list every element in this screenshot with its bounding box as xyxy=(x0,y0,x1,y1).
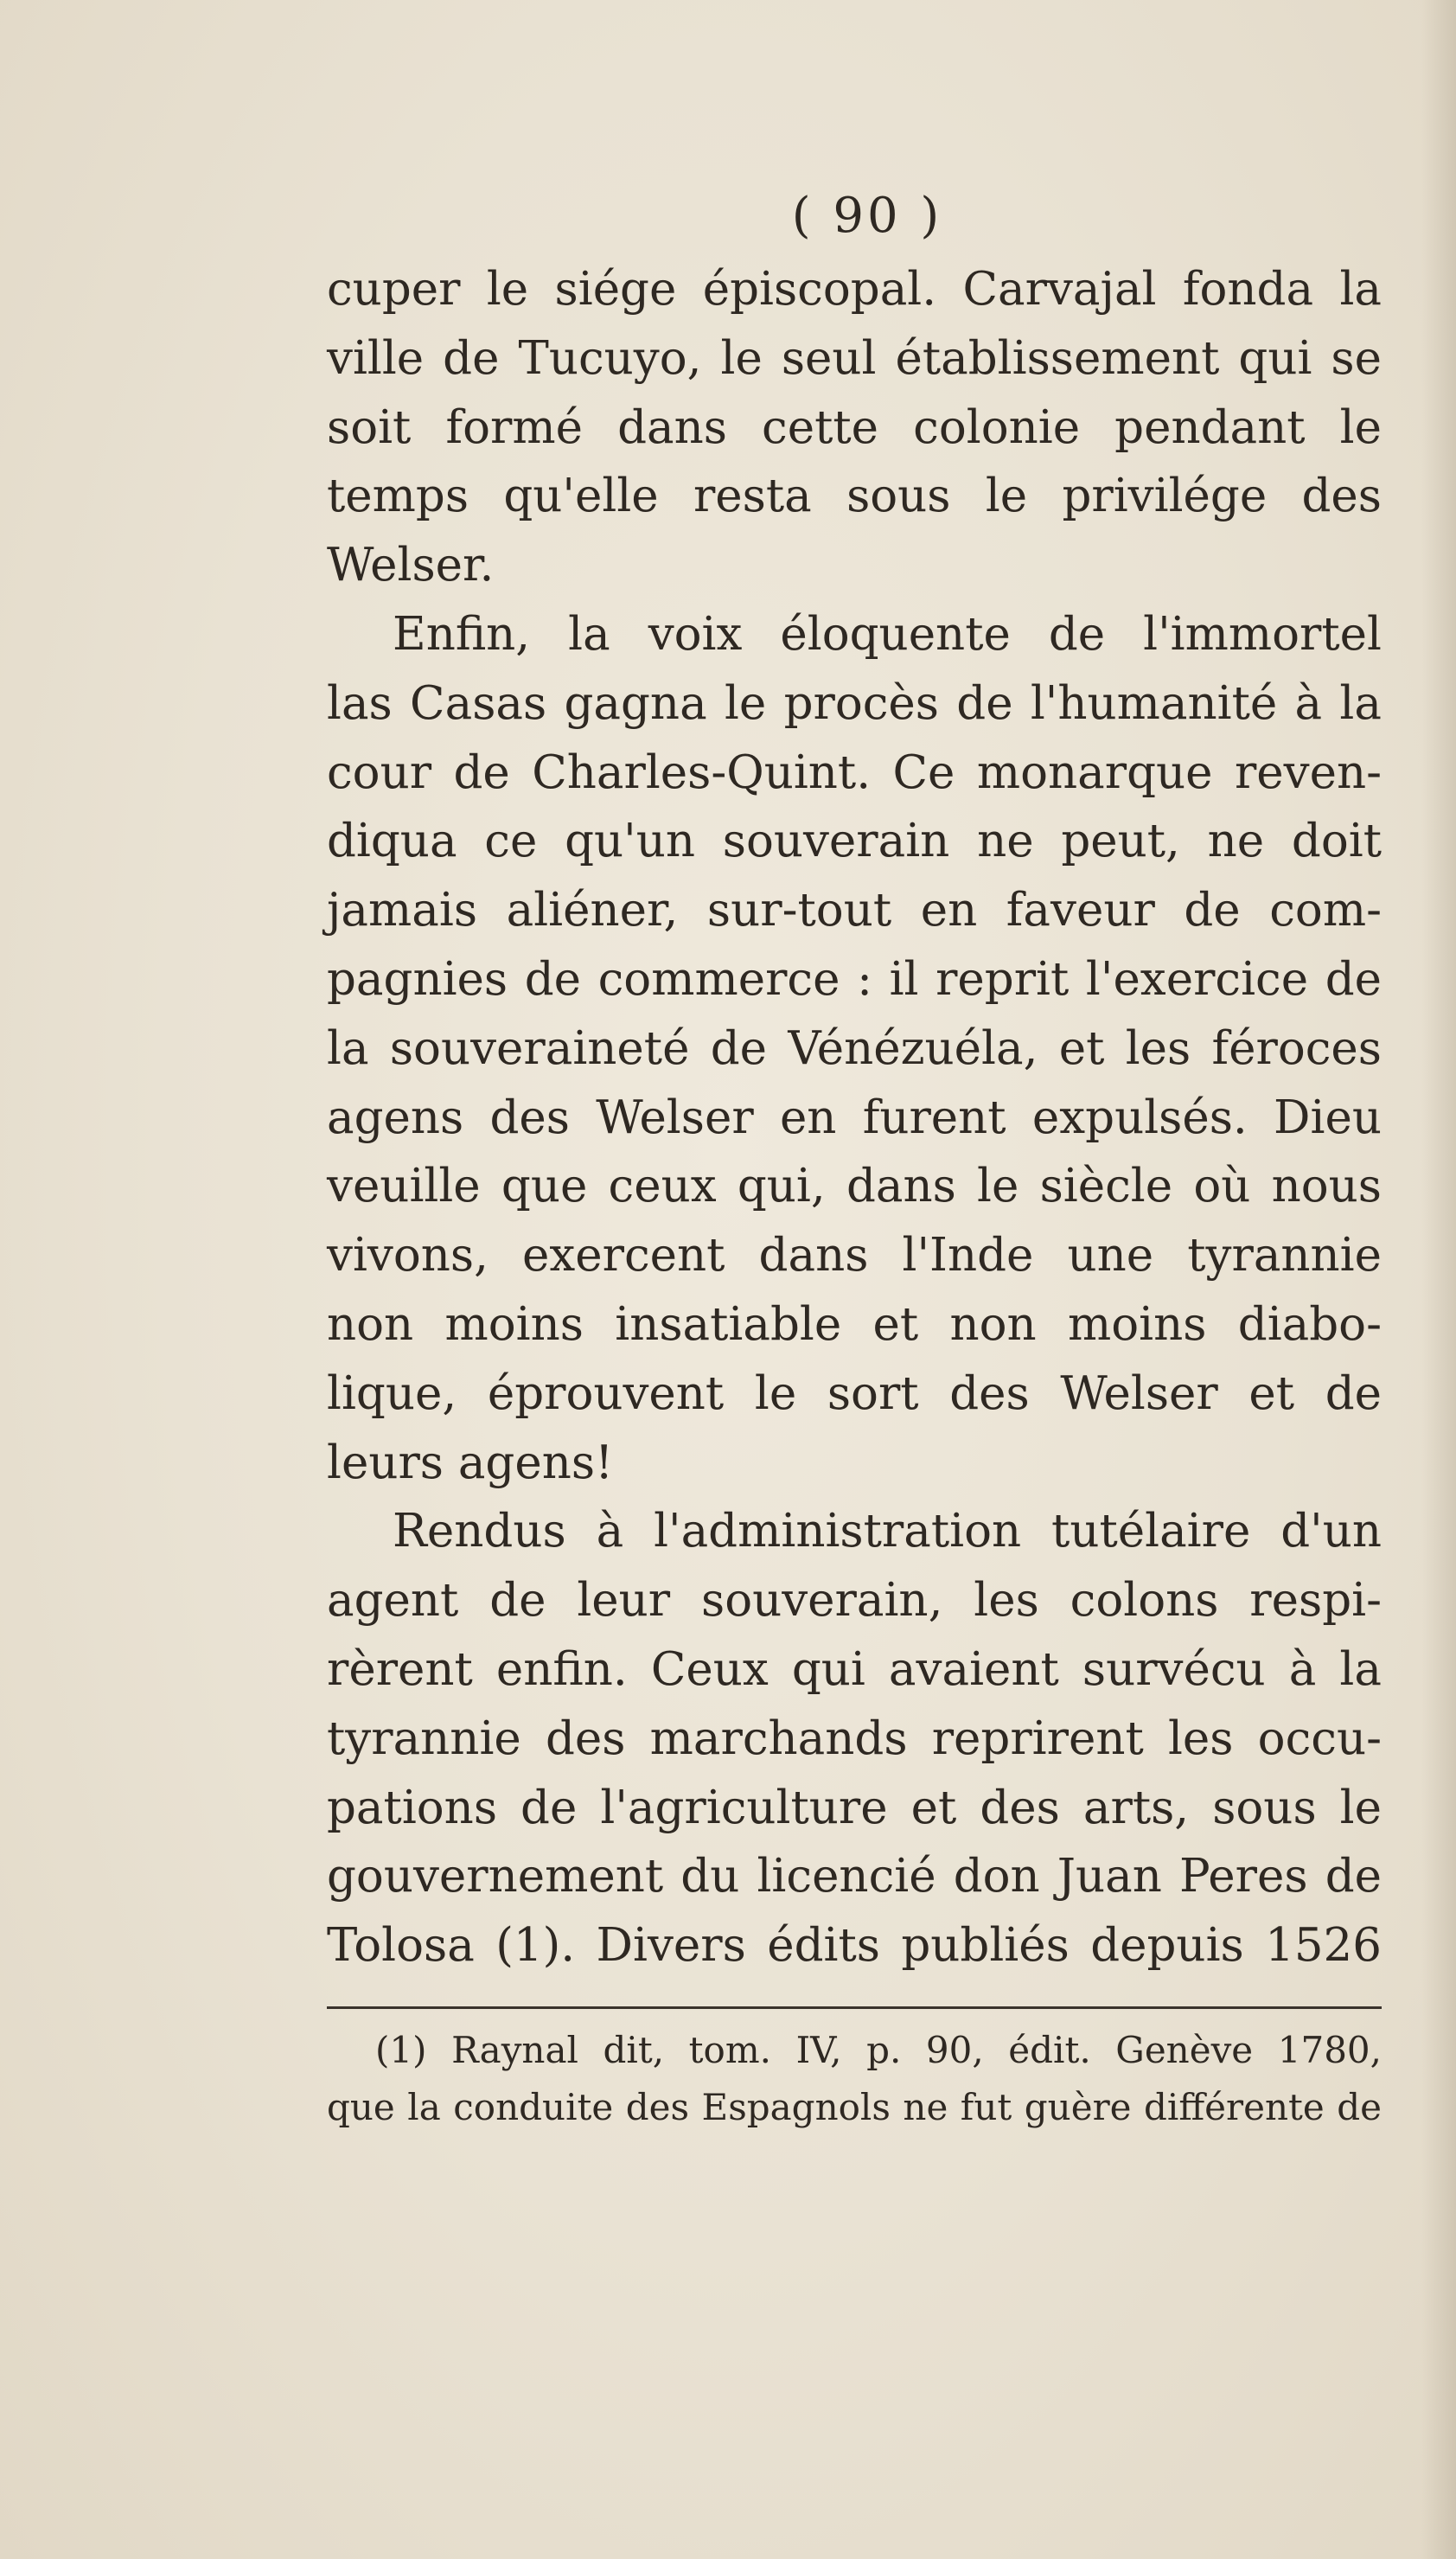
text-line: leurs agens! xyxy=(327,1436,614,1489)
text-line: pagnies de commerce : il reprit l'exercice de xyxy=(327,952,1382,1006)
text-line: ville de Tucuyo, le seul établissement qui se xyxy=(327,331,1382,385)
text-line: lique, éprouvent le sort des Welser et de xyxy=(327,1366,1382,1420)
text-line: vivons, exercent dans l'Inde une tyrannie xyxy=(327,1229,1382,1283)
text-line: Welser. xyxy=(327,539,495,592)
text-line: Rendus à l'administration tutélaire d'un xyxy=(393,1505,1382,1558)
text-line: agent de leur souverain, les colons respi- xyxy=(327,1574,1382,1628)
footnote-line: (1) Raynal dit, tom. IV, p. 90, édit. Genève 1780, xyxy=(375,2029,1382,2071)
text-line: Tolosa (1). Divers édits publiés depuis 1526 xyxy=(327,1919,1382,1973)
binding-shadow xyxy=(1421,0,1456,2559)
page-number: ( 90 ) xyxy=(791,188,943,244)
text-line: pations de l'agriculture et des arts, sous le xyxy=(327,1781,1382,1834)
text-line: cour de Charles-Quint. Ce monarque reven- xyxy=(327,745,1382,799)
footnote xyxy=(327,2022,1382,2136)
text-line: agens des Welser en furent expulsés. Dieu xyxy=(327,1091,1382,1144)
text-line: cuper le siége épiscopal. Carvajal fonda la xyxy=(327,263,1382,316)
main-text xyxy=(327,177,1382,1980)
footnote-rule xyxy=(327,2006,1382,2009)
text-line: non moins insatiable et non moins diabo- xyxy=(327,1297,1382,1351)
text-line: diqua ce qu'un souverain ne peut, ne doit xyxy=(327,815,1382,868)
text-line: gouvernement du licencié don Juan Peres de xyxy=(327,1850,1382,1903)
text-line: rèrent enfin. Ceux qui avaient survécu à la xyxy=(327,1642,1382,1696)
text-line: veuille que ceux qui, dans le siècle où nous xyxy=(327,1160,1382,1213)
text-line: jamais aliéner, sur-tout en faveur de com- xyxy=(327,884,1382,937)
text-line: las Casas gagna le procès de l'humanité à la xyxy=(327,676,1382,730)
text-line: Enfin, la voix éloquente de l'immortel xyxy=(393,607,1382,661)
text-line: la souveraineté de Vénézuéla, et les féroces xyxy=(327,1021,1382,1075)
text-line: tyrannie des marchands reprirent les occu- xyxy=(327,1711,1382,1765)
footnote-line: que la conduite des Espagnols ne fut guère différente de xyxy=(327,2086,1382,2128)
text-line: temps qu'elle resta sous le privilége des xyxy=(327,470,1382,523)
text-line: soit formé dans cette colonie pendant le xyxy=(327,400,1382,454)
